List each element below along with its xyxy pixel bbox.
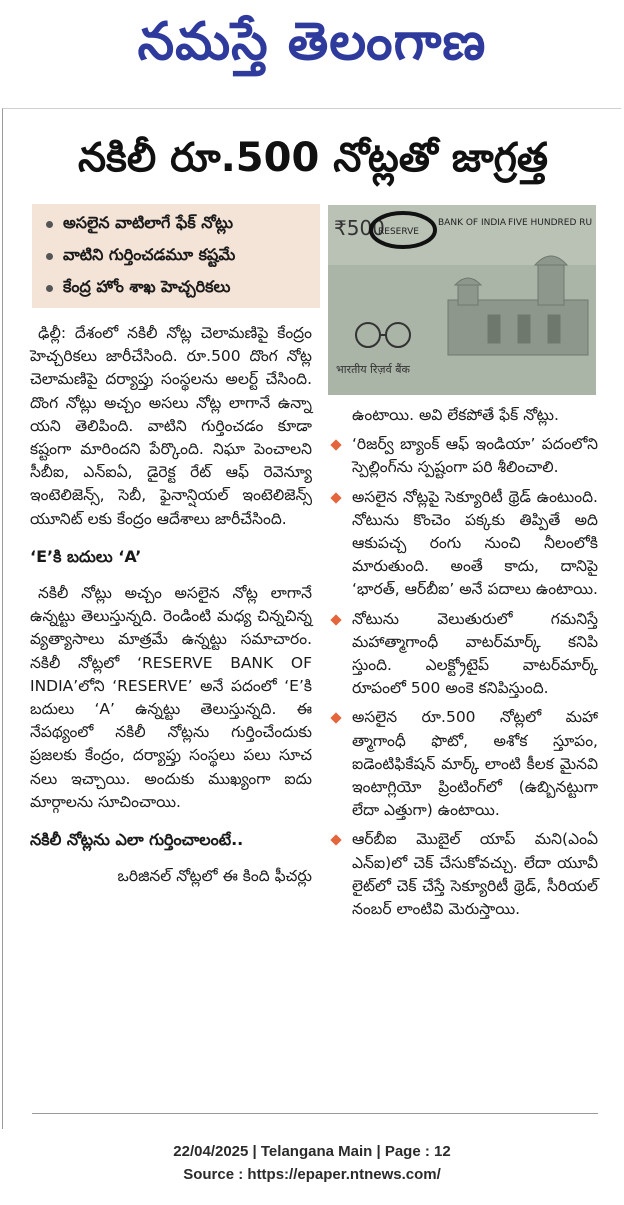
bullet-dot-icon xyxy=(46,221,53,228)
masthead xyxy=(0,0,624,95)
banknote-photo xyxy=(328,205,596,395)
note-caption-text: भारतीय रिज़र्व बैंक xyxy=(336,363,410,376)
left-column xyxy=(30,322,312,888)
highlight-text: కేంద్ర హోం శాఖ హెచ్చరికలు xyxy=(63,276,231,296)
feature-item: అసలైన రూ.500 నోట్లలో మహా త్మాగాంధీ ఫొటో, అశోక స్తూపం, ఐడెంటిఫికేషన్ మార్క్ లాంటి కీలక మైనవి ఇంటాగ్లియో ప్రింటింగ్‌లో (ఉబ్బినట్టుగా లేదా ఎత్తుగా) ఉంటాయి. xyxy=(330,706,598,822)
subhead-e-for-a: ‘E’కి బదులు ‘A’ xyxy=(30,546,142,566)
highlight-item xyxy=(32,272,320,304)
footer-source-line: Source : https://epaper.ntnews.com/ xyxy=(183,1166,441,1183)
highlight-text: అసలైన వాటిలాగే ఫేక్ నోట్లు xyxy=(63,212,234,232)
highlight-item xyxy=(32,208,320,240)
continuation-paragraph: ఉంటాయి. అవి లేకపోతే ఫేక్ నోట్లు. xyxy=(352,406,559,424)
intro-paragraph: ఢిల్లీ: దేశంలో నకిలీ నోట్ల చెలామణిపై కేంద్రం హెచ్చరికలు జారీచేసింది. రూ.500 దొంగ నోట్ల చెలామణిపై దర్యాప్తు సంస్థలను అలర్ట్ చేసింది. దొంగ నోట్లు అచ్చం అసలు నోట్ల లాగానే ఉన్నా యని తెలిపింది. వాటిని గుర్తించడం కూడా కష్టంగా మారిందని పేర్కొంది. నిఘా పెంచాలని సీబీఐ, ఎన్ఐఏ, డైరెక్ట రేట్ ఆఫ్ రెవెన్యూ ఇంటెలిజెన్స్, సెబీ, ఫైనాన్షియల్ ఇంటెలిజెన్స్ యూనిట్ లకు కేంద్రం ఆదేశాలు జారీచేసింది. xyxy=(30,324,312,528)
highlight-text: వాటిని గుర్తించడమూ కష్టమే xyxy=(63,244,236,264)
diamond-bullet-icon xyxy=(330,713,341,724)
denomination-text: FIVE HUNDRED RU xyxy=(508,218,593,228)
diamond-bullet-icon xyxy=(330,835,341,846)
highlight-item xyxy=(32,240,320,272)
feature-item: అసలైన నోట్లపై సెక్యూరిటీ థ్రెడ్ ఉంటుంది. నోటును కొంచెం పక్కకు తిప్పితే అది ఆకుపచ్చ రంగు నుంచి నీలంలోకి మారుతుంది. అంతే కాదు, దానిపై ‘భారత్, ఆర్‌బీఐ’ అనే పదాలు ఉంటాయి. xyxy=(330,486,598,602)
subhead-how-to-identify: నకిలీ నోట్లను ఎలా గుర్తించాలంటే.. xyxy=(30,830,244,850)
footer-divider xyxy=(32,1113,598,1114)
footer-date-line: 22/04/2025 | Telangana Main | Page : 12 xyxy=(173,1143,451,1160)
feature-item: ‘రిజర్వ్ బ్యాంక్ ఆఫ్ ఇండియా’ పదంలోని స్పెల్లింగ్‌ను స్పష్టంగా పరి శీలించాలి. xyxy=(330,433,598,479)
diamond-bullet-icon xyxy=(330,440,341,451)
feature-item: ఆర్‌బీఐ మొబైల్ యాప్ మని(ఎంఏ ఎన్ఐ)లో చెక్ చేసుకోవచ్చు. లేదా యూవీ లైట్‌లో చెక్ చేస్తే సెక్యూరిటీ థ్రెడ్, సీరియల్ నంబర్ లాంటివి మెరుస్తాయి. xyxy=(330,828,598,921)
right-column xyxy=(330,404,598,927)
bank-text: BANK OF INDIA xyxy=(438,218,507,228)
masthead-title: నమస్తే తెలంగాణ xyxy=(137,10,487,72)
banknote-illustration xyxy=(328,205,596,395)
bullet-dot-icon xyxy=(46,253,53,260)
highlight-box xyxy=(32,204,320,308)
body-paragraph: ఒరిజినల్ నోట్లలో ఈ కింది ఫీచర్లు xyxy=(117,867,312,886)
diamond-bullet-icon xyxy=(330,614,341,625)
body-paragraph: నకిలీ నోట్లు అచ్చం అసలైన నోట్ల లాగానే ఉన్నట్టు తెలుస్తున్నది. రెండింటి మధ్య చిన్నచిన్న వ్యత్యాసాలు మాత్రమే ఉన్నట్టు సమాచారం. నకిలీ నోట్లలో ‘RESERVE BANK OF INDIA’లోని ‘RESERVE’ అనే పదంలో ‘E’కి బదులు ‘A’ ఉన్నట్టు తెలుస్తున్నది. ఈ నేపథ్యంలో నకిలీ నోట్లను గుర్తించేందుకు ప్రజలకు కేంద్రం, దర్యాప్తు సంస్థలు పలు సూచ నలు ఇచ్చాయి. అందుకు ముఖ్యంగా ఐదు మార్గాలను సూచించాయి. xyxy=(30,584,312,811)
bullet-dot-icon xyxy=(46,285,53,292)
article-headline: నకిలీ రూ.500 నోట్లతో జాగ్రత్త xyxy=(77,135,549,181)
feature-item: నోటును వెలుతురులో గమనిస్తే మహాత్మాగాంధీ వాటర్‌మార్క్ కనిపి స్తుంది. ఎలక్ట్రోటైప్ వాటర్‌మార్క్ రూపంలో 500 అంకె కనిపిస్తుంది. xyxy=(330,608,598,701)
diamond-bullet-icon xyxy=(330,492,341,503)
note-value-text: ₹500 xyxy=(334,216,385,240)
reserve-text: RESERVE xyxy=(378,227,419,237)
